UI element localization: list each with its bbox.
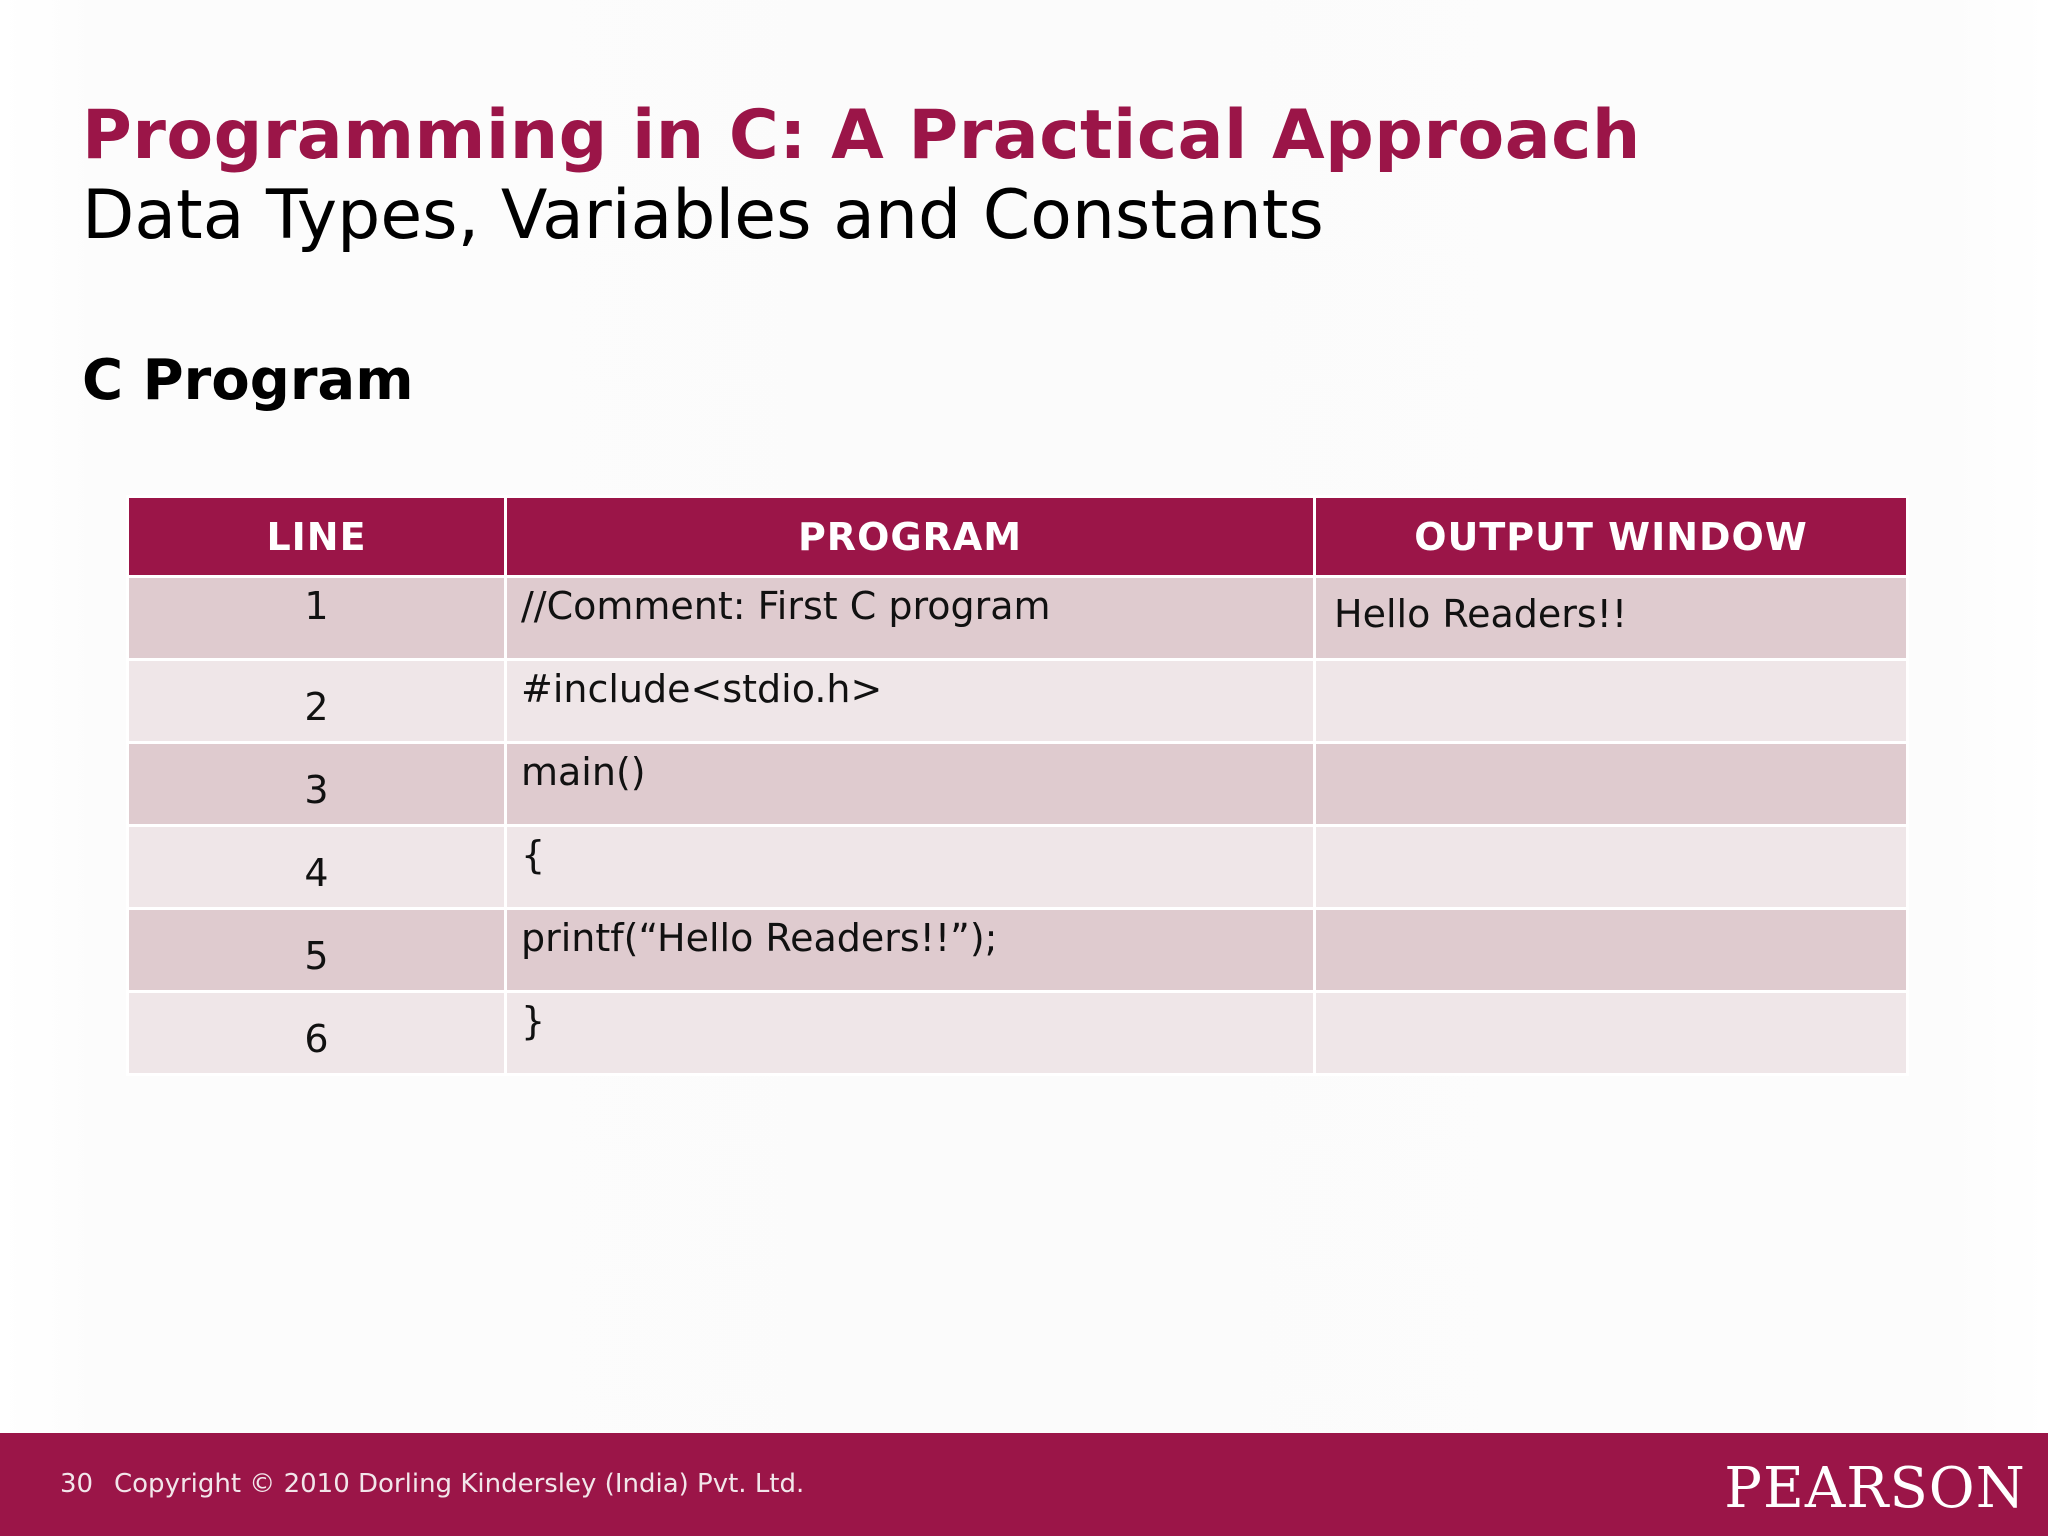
pearson-logo-text: PEARSON [1724, 1456, 2026, 1521]
program-code-cell: { [506, 826, 1315, 909]
line-number-cell: 5 [128, 909, 506, 992]
output-cell: Hello Readers!! [1315, 577, 1908, 660]
output-cell [1315, 660, 1908, 743]
table-row [128, 992, 1908, 1075]
output-cell [1315, 743, 1908, 826]
header-output-window: OUTPUT WINDOW [1315, 497, 1908, 577]
line-number-cell: 2 [128, 660, 506, 743]
header-line: LINE [128, 497, 506, 577]
pearson-logo [1724, 1451, 2026, 1521]
program-code-cell: } [506, 992, 1315, 1075]
program-code-cell: main() [506, 743, 1315, 826]
table-header-row [128, 497, 1908, 577]
section-heading: C Program [82, 348, 414, 413]
line-number-cell: 3 [128, 743, 506, 826]
program-code-cell: #include<stdio.h> [506, 660, 1315, 743]
copyright-text: Copyright © 2010 Dorling Kindersley (India) Pvt. Ltd. [114, 1469, 805, 1499]
program-code-cell: //Comment: First C program [506, 577, 1315, 660]
program-code-cell: printf(“Hello Readers!!”); [506, 909, 1315, 992]
table-row [128, 577, 1908, 660]
line-number-cell: 4 [128, 826, 506, 909]
output-cell [1315, 826, 1908, 909]
slide-title: Programming in C: A Practical Approach [82, 96, 1641, 175]
table-row [128, 743, 1908, 826]
table-row [128, 660, 1908, 743]
output-cell [1315, 992, 1908, 1075]
header-program: PROGRAM [506, 497, 1315, 577]
line-number-cell: 1 [128, 577, 506, 660]
program-table [126, 495, 1909, 1076]
table-row [128, 909, 1908, 992]
line-number-cell: 6 [128, 992, 506, 1075]
output-cell [1315, 909, 1908, 992]
footer-bar [0, 1433, 2048, 1536]
slide-subtitle: Data Types, Variables and Constants [82, 176, 1324, 255]
table-row [128, 826, 1908, 909]
page-number: 30 [60, 1469, 94, 1499]
